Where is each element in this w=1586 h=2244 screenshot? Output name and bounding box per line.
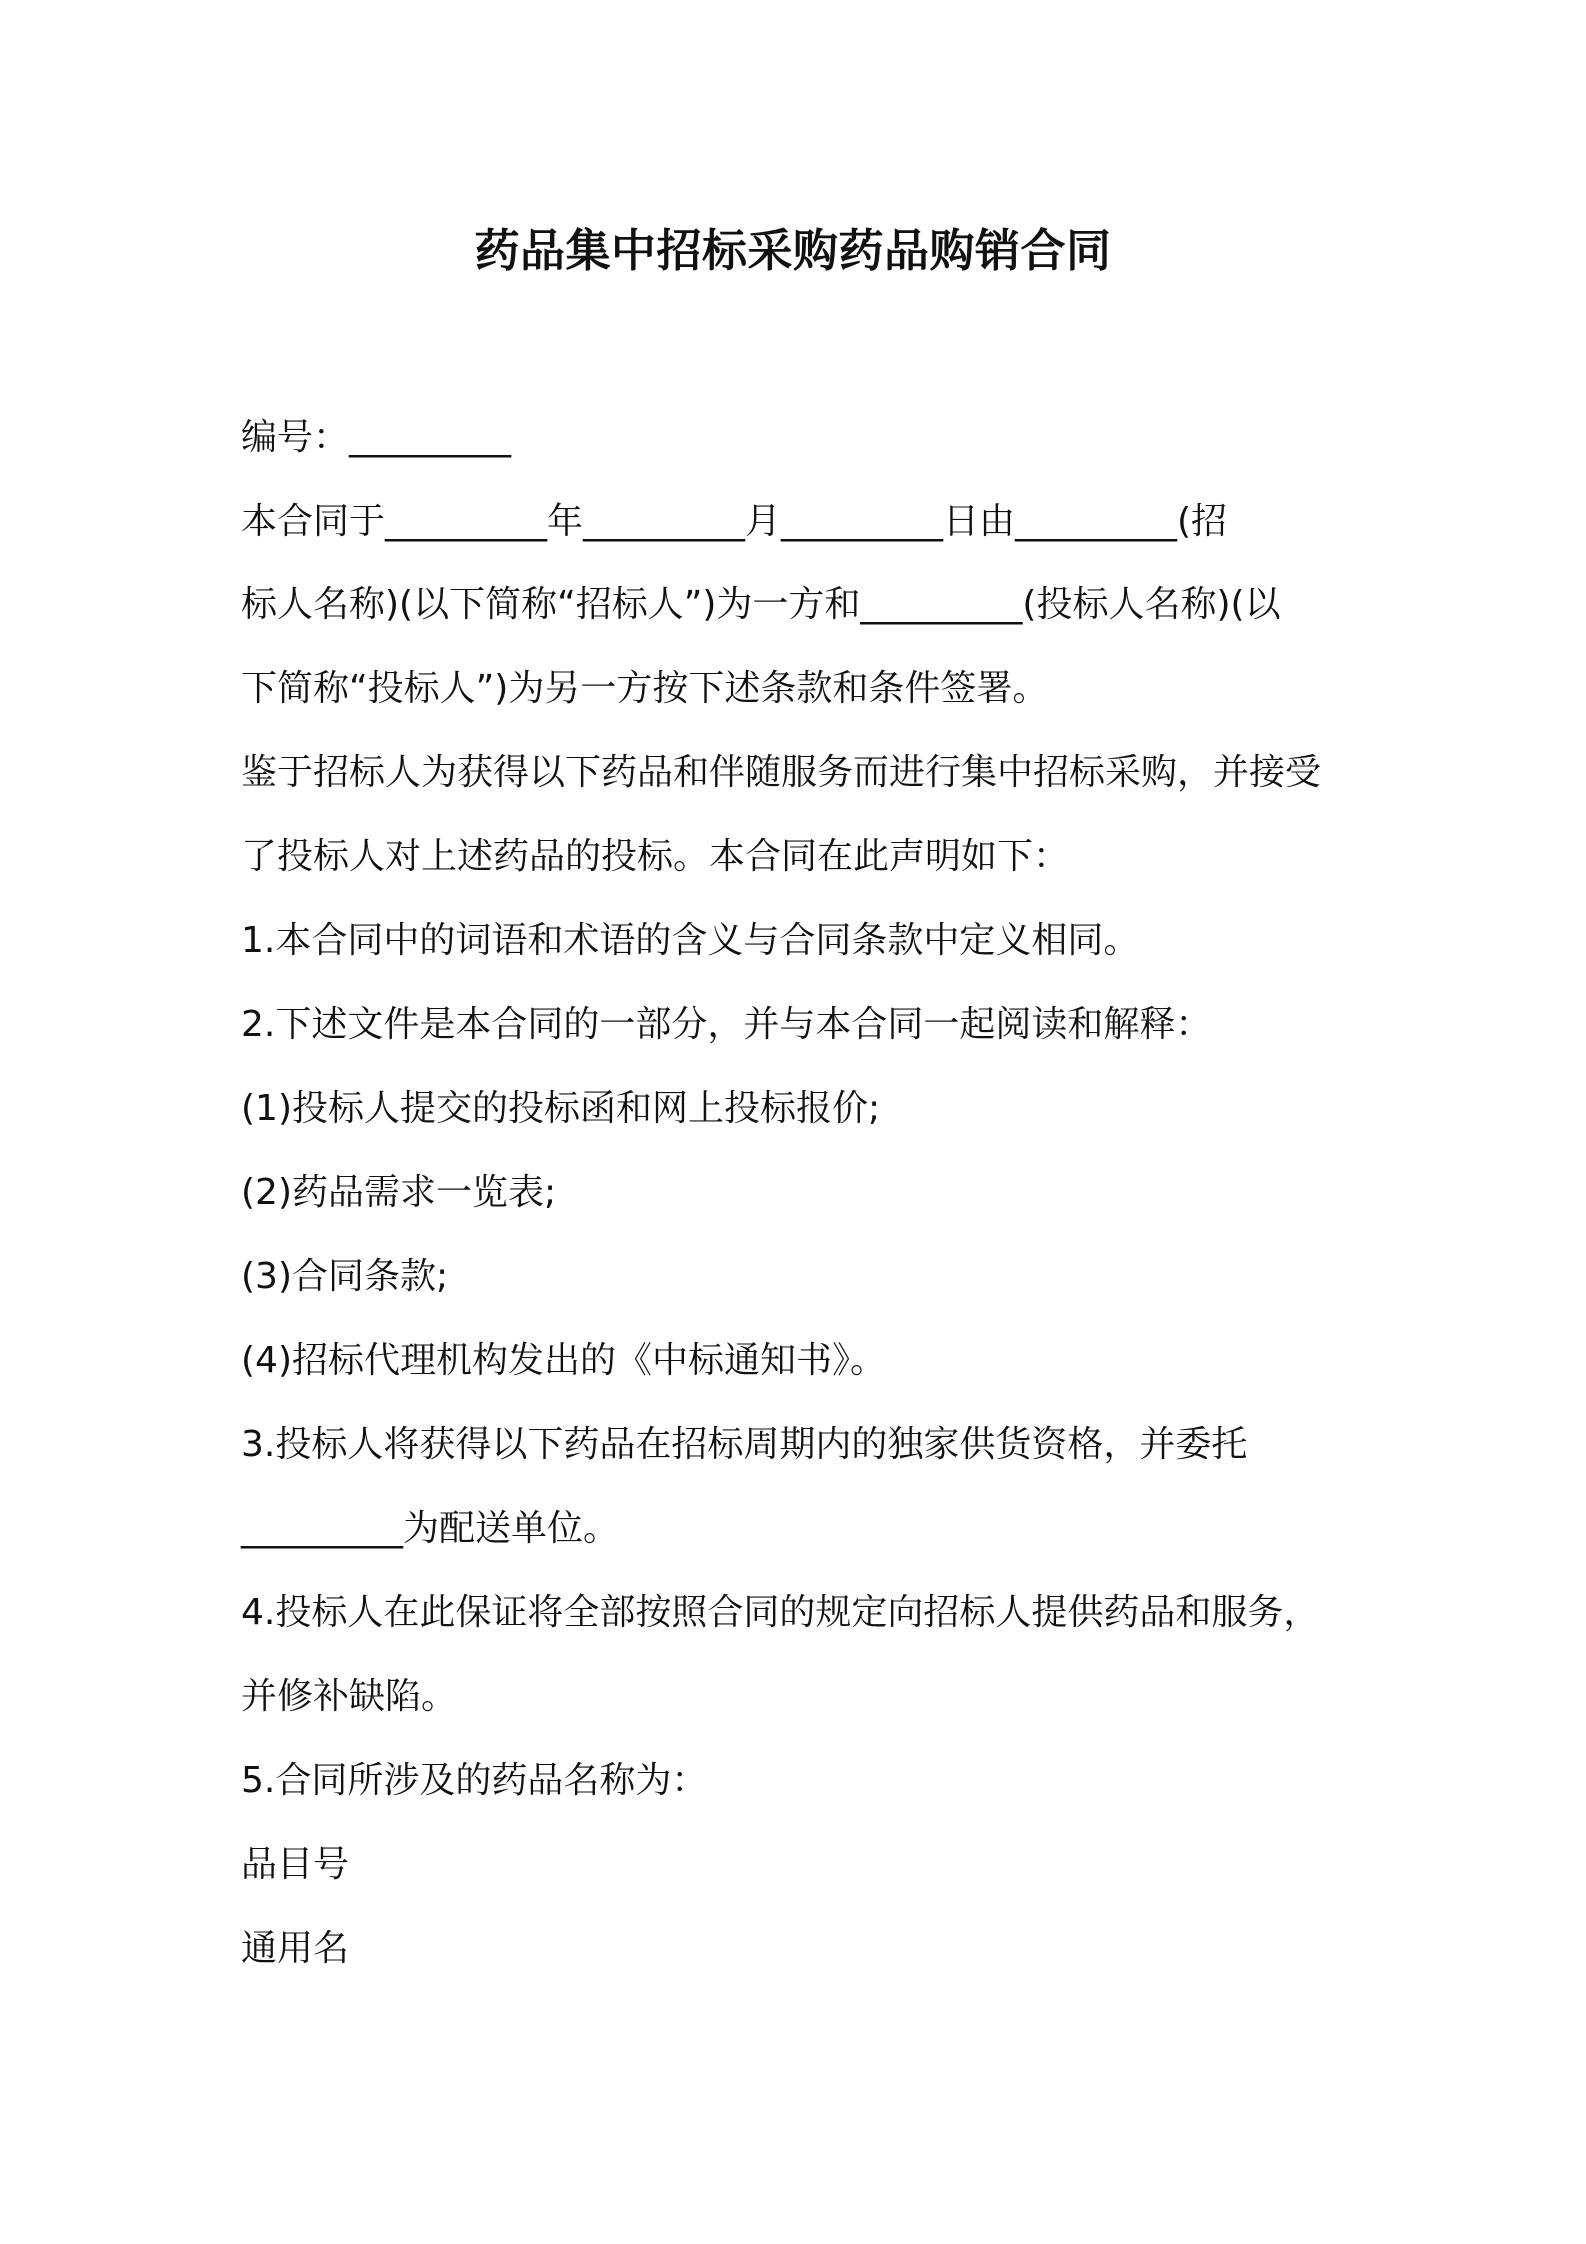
clause-3: 3.投标人将获得以下药品在招标周期内的独家供货资格，并委托	[241, 1424, 1248, 1465]
clause-2-item-2: (2)药品需求一览表;	[241, 1172, 557, 1213]
paragraph-line: 下简称“投标人”)为另一方按下述条款和条件签署。	[241, 668, 1049, 709]
contract-number-line: 编号：_________	[241, 417, 512, 458]
clause-4: 4.投标人在此保证将全部按照合同的规定向招标人提供药品和服务，	[241, 1592, 1320, 1633]
paragraph-line: 了投标人对上述药品的投标。本合同在此声明如下：	[241, 836, 1070, 877]
generic-name-label: 通用名	[241, 1928, 350, 1969]
clause-3-continued: _________为配送单位。	[241, 1508, 620, 1549]
clause-2-item-3: (3)合同条款;	[241, 1256, 449, 1297]
clause-5: 5.合同所涉及的药品名称为：	[241, 1760, 708, 1801]
paragraph-line: 本合同于_________年_________月_________日由_________(招	[241, 501, 1228, 542]
clause-2-item-4: (4)招标代理机构发出的《中标通知书》。	[241, 1340, 886, 1381]
clause-2: 2.下述文件是本合同的一部分，并与本合同一起阅读和解释：	[241, 1004, 1212, 1045]
document-title: 药品集中招标采购药品购销合同	[474, 224, 1112, 277]
paragraph-line: 标人名称)(以下简称“招标人”)为一方和_________(投标人名称)(以	[241, 584, 1281, 625]
clause-1: 1.本合同中的词语和术语的含义与合同条款中定义相同。	[241, 920, 1140, 961]
clause-4-continued: 并修补缺陷。	[241, 1676, 458, 1717]
paragraph-line: 鉴于招标人为获得以下药品和伴随服务而进行集中招标采购，并接受	[241, 752, 1322, 793]
item-number-label: 品目号	[241, 1844, 350, 1885]
clause-2-item-1: (1)投标人提交的投标函和网上投标报价;	[241, 1088, 881, 1129]
